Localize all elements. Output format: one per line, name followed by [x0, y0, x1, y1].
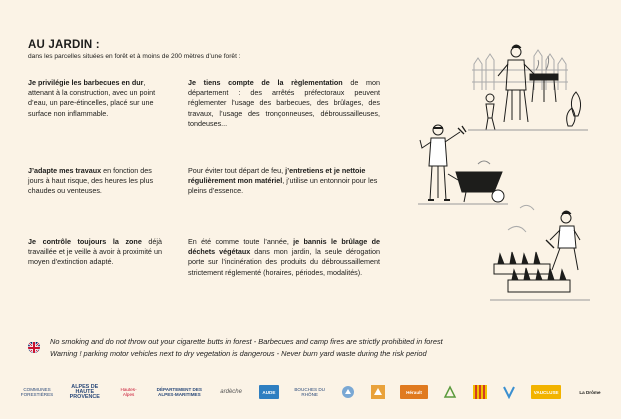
advice-maintenance-text: , j’utilise un entonnoir pour les pleins d’essence.: [188, 176, 378, 196]
advice-zone-check-bold: Je contrôle toujours la zone: [28, 237, 142, 246]
advice-zone-check: [28, 237, 162, 268]
logo-bouches-du-rhone: BOUCHES DU RHÔNE: [294, 387, 325, 397]
logo-aude: AUDE: [259, 385, 279, 399]
logo-ardeche: ardèche: [220, 388, 242, 395]
logo-var: [501, 385, 517, 399]
advice-no-burning-bold: je bannis le brûlage de déchets végétaux: [188, 237, 380, 257]
advice-barbecue-bold: Je privilégie les barbecues en dur: [28, 78, 144, 87]
advice-regulation-text: de mon département : des arrêtés préfectoraux peuvent réglementer l’usage des barbecues, des brûlages, des travaux, l’usage des tronçonneuses, débroussailleuses, tondeuses...: [188, 78, 380, 128]
wheelbarrow-illustration: [418, 118, 508, 210]
logo-gard: [370, 385, 386, 399]
advice-no-burning: [188, 237, 380, 278]
advice-maintenance: [188, 166, 382, 197]
advice-work-timing-bold: J’adapte mes travaux: [28, 166, 102, 175]
logo-hautes-alpes: Hautes-Alpes: [120, 387, 137, 397]
advice-barbecue: [28, 78, 162, 119]
advice-work-timing-text: en fonction des jours à haut risque, des heures les plus chaudes ou venteuses.: [28, 166, 154, 196]
logo-communes-forestieres: COMMUNES FORESTIÈRES: [20, 387, 54, 397]
advice-maintenance-pre: Pour éviter tout départ de feu,: [188, 166, 286, 175]
uk-flag-icon: [28, 341, 40, 353]
logo-vaucluse: VAUCLUSE: [531, 385, 561, 399]
advice-no-burning-pre: En été comme toute l’année,: [188, 237, 294, 246]
logo-alpes-maritimes: DÉPARTEMENT DES ALPES-MARITIMES: [156, 387, 203, 397]
page-title: AU JARDIN :: [28, 39, 100, 51]
advice-regulation-bold: Je tiens compte de la règlementation: [188, 78, 343, 87]
advice-no-burning-text: dans mon jardin, la seule dérogation porte sur l’incinération des produits du débroussaillement strictement réglementé (horaires, périodes, modalités).: [188, 247, 380, 277]
logo-drome: [340, 385, 356, 399]
advice-zone-check-text: déjà travaillée et je veille à avoir à proximité un moyen d’extinction adapté.: [28, 237, 162, 267]
page-subtitle: dans les parcelles situées en forêt et à moins de 200 mètres d’une forêt :: [28, 53, 241, 60]
english-warning-line-1: No smoking and do not throw out your cigarette butts in forest - Barbecues and camp fires are strictly prohibited in forest: [50, 337, 443, 346]
logo-drome-dept: La Drôme: [579, 389, 601, 395]
garden-beds-illustration: [490, 200, 590, 312]
logo-herault: Hérault: [400, 385, 428, 399]
advice-work-timing: [28, 166, 162, 197]
logo-alpes-de-haute-provence: ALPES DE HAUTE PROVENCE: [69, 383, 100, 400]
logo-pyrenees-orientales: [472, 385, 488, 399]
advice-barbecue-text: , attenant à la construction, avec un point d’eau, un pare-étincelles, placé sur une surface non inflammable.: [28, 78, 156, 118]
partner-logos: [20, 381, 605, 403]
logo-lozere: [442, 385, 458, 399]
advice-maintenance-bold: j’entretiens et je nettoie régulièrement mon matériel: [188, 166, 366, 186]
advice-regulation: [188, 78, 380, 129]
english-warning-line-2: Warning ! parking motor vehicles next to dry vegetation is dangerous - Never burn yard waste during the risk period: [50, 349, 427, 358]
